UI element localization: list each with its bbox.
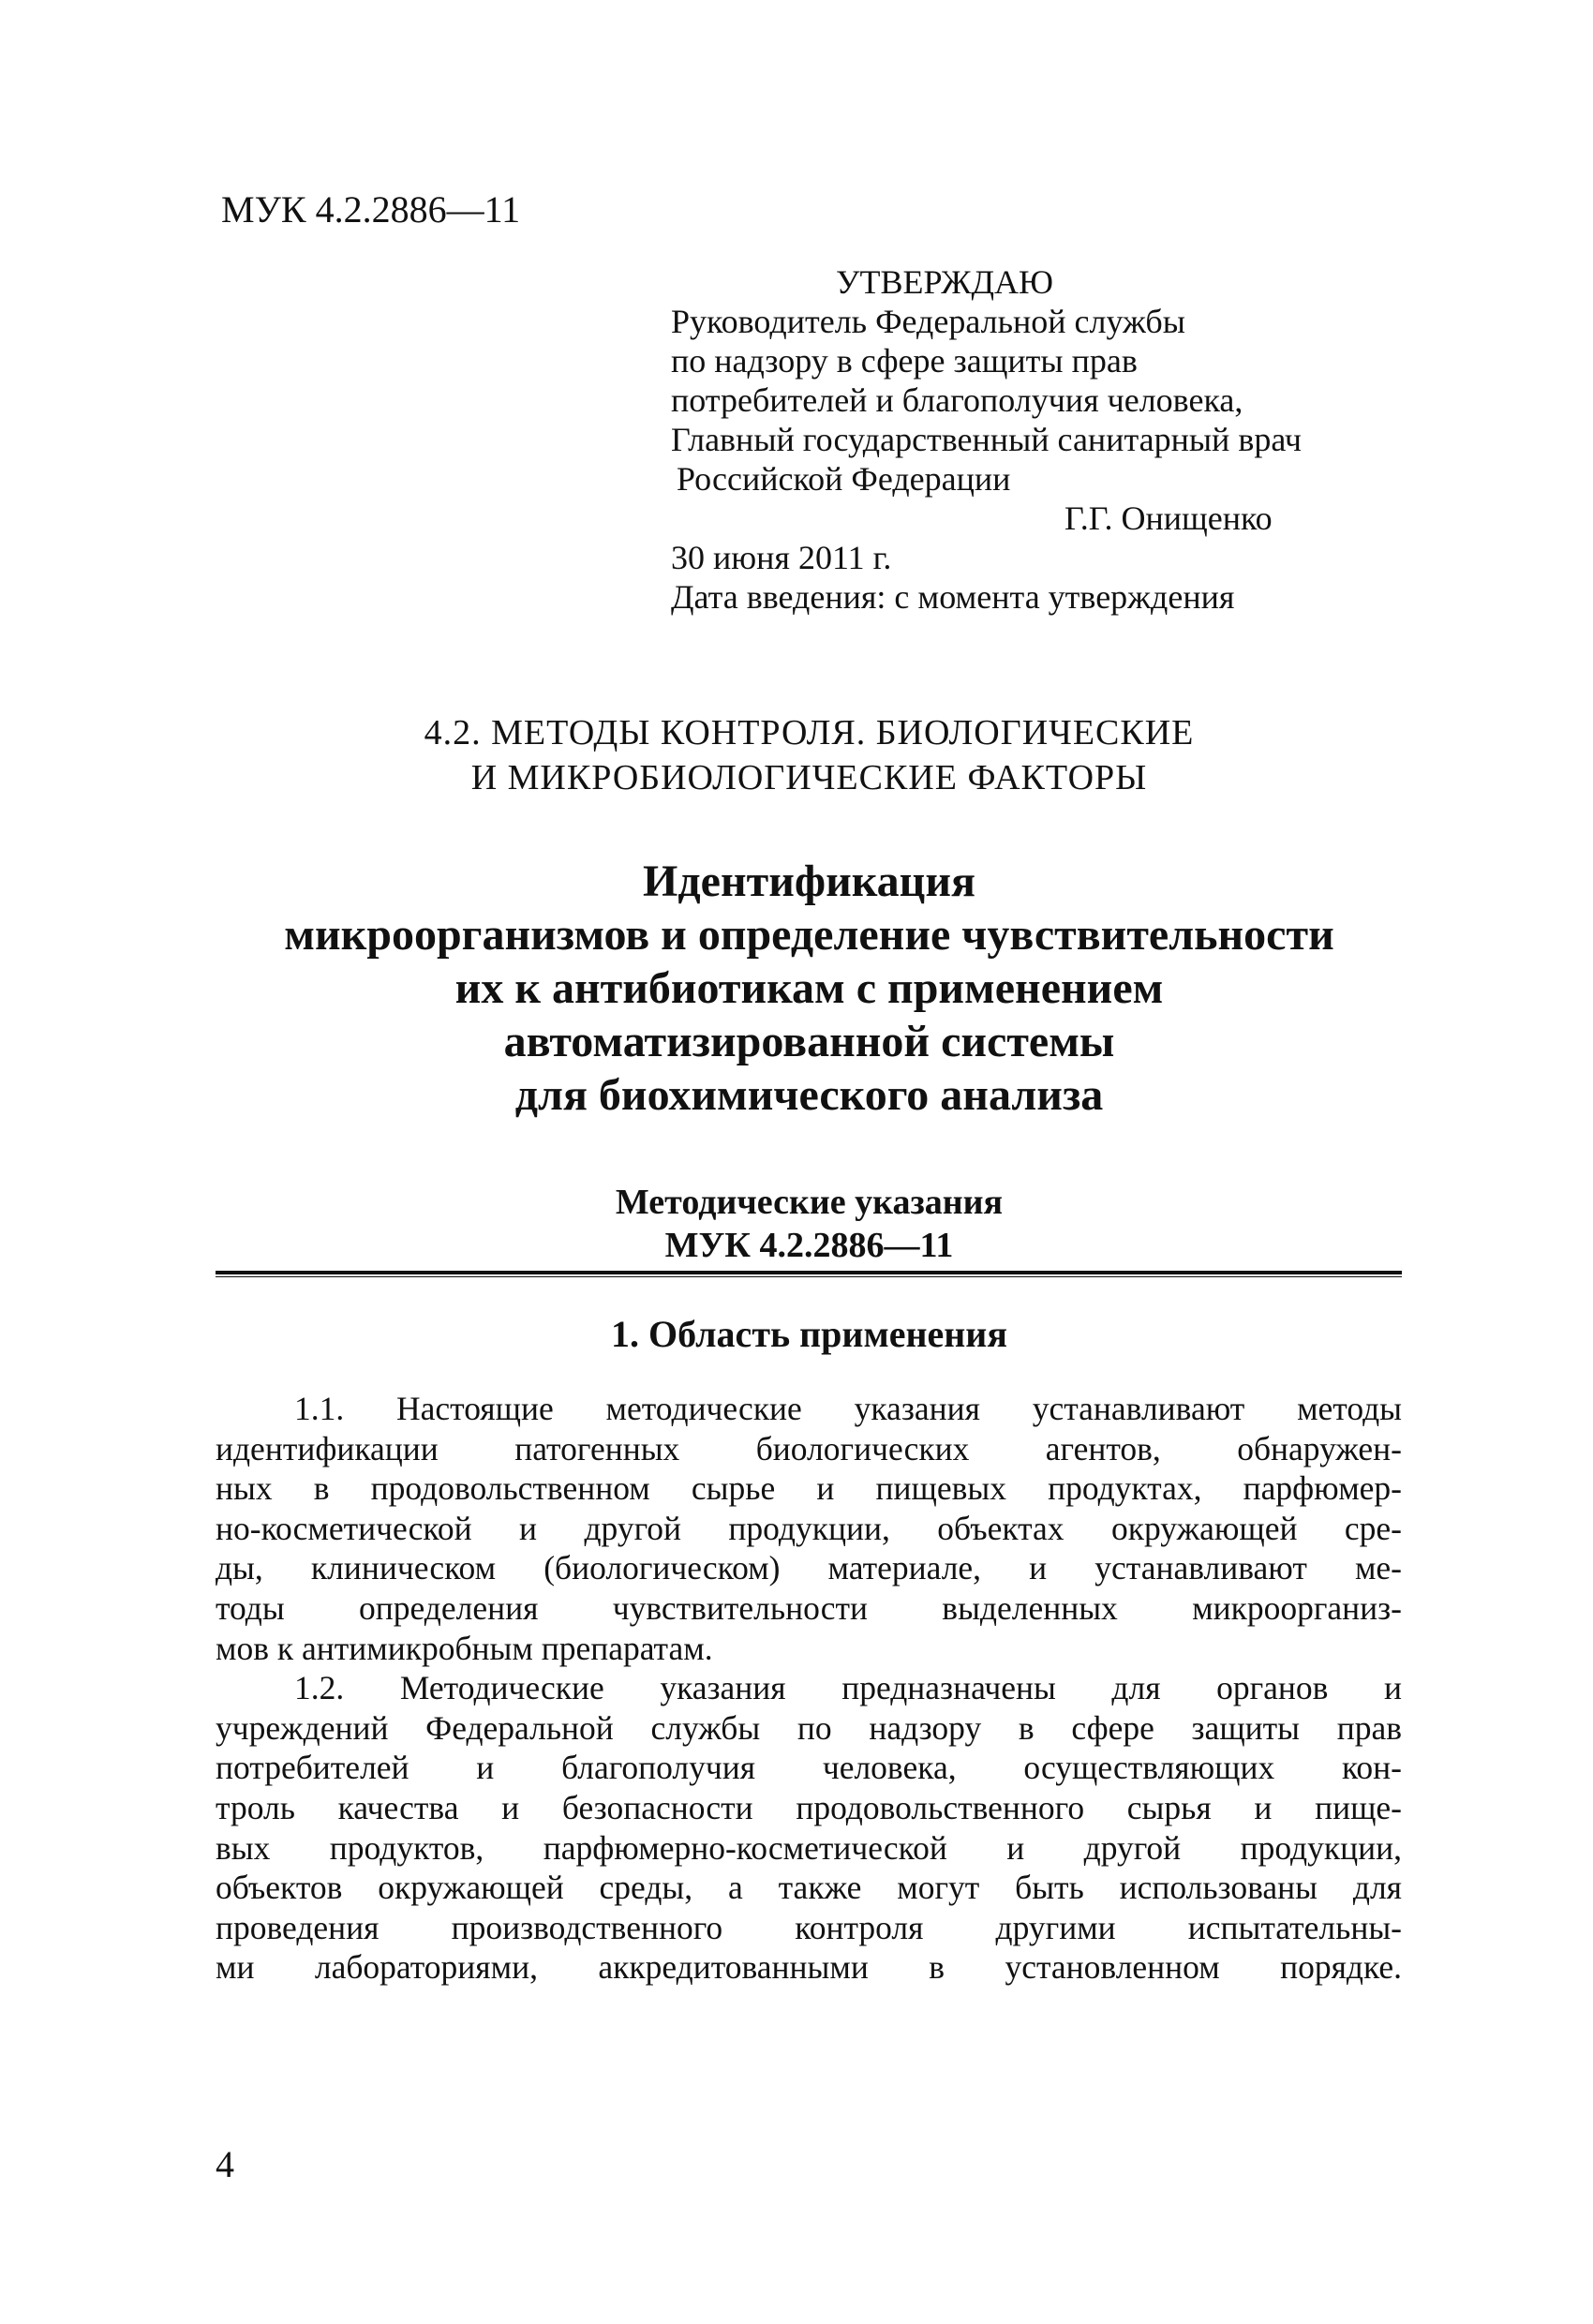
approval-line: потребителей и благополучия человека,	[671, 381, 1243, 419]
category-line: 4.2. МЕТОДЫ КОНТРОЛЯ. БИОЛОГИЧЕСКИЕ	[424, 713, 1195, 752]
guidelines-code: МУК 4.2.2886—11	[664, 1226, 954, 1265]
document-title	[221, 855, 1397, 1122]
approval-date: 30 июня 2011 г.	[671, 539, 892, 576]
page-number: 4	[216, 2143, 234, 2185]
paragraph-1-line: ных в продовольственном сырье и пищевых продуктах, парфюмер-	[216, 1469, 1402, 1508]
document-code: МУК 4.2.2886—11	[221, 188, 521, 231]
section-heading: 1. Область применения	[611, 1313, 1007, 1355]
guidelines-label: Методические указания	[615, 1183, 1004, 1222]
approval-line: по надзору в сфере защиты прав	[671, 342, 1138, 380]
category-heading	[221, 710, 1397, 800]
approval-line: Главный государственный санитарный врач	[671, 421, 1302, 458]
approval-block	[671, 262, 1327, 617]
title-line: автоматизированной системы	[503, 1017, 1115, 1066]
title-line: для биохимического анализа	[514, 1070, 1104, 1120]
title-line: их к антибиотикам с применением	[454, 963, 1164, 1013]
paragraph-2-line: троль качества и безопасности продовольственного сырья и пище-	[216, 1788, 1402, 1826]
divider-rule	[216, 1271, 1402, 1277]
title-line: Идентификация	[643, 857, 975, 906]
paragraph-2-line: учреждений Федеральной службы по надзору в сфере защиты прав	[216, 1708, 1402, 1747]
paragraph-1-line: 1.1. Настоящие методические указания устанавливают методы	[294, 1390, 1402, 1427]
approval-signer: Г.Г. Онищенко	[1064, 499, 1273, 537]
approval-title: УТВЕРЖДАЮ	[836, 263, 1054, 301]
paragraph-2-line: вых продуктов, парфюмерно-косметической и другой продукции,	[216, 1828, 1402, 1867]
paragraph-2-line: 1.2. Методические указания предназначены для органов и	[294, 1669, 1402, 1707]
title-line: микроорганизмов и определение чувствительности	[284, 910, 1334, 960]
approval-line: Российской Федерации	[677, 460, 1011, 498]
paragraph-2-line: ми лабораториями, аккредитованными в установленном порядке.	[216, 1948, 1402, 1987]
paragraph-2-line: проведения производственного контроля другими испытательны-	[216, 1908, 1402, 1946]
effective-date: Дата введения: с момента утверждения	[671, 578, 1235, 616]
paragraph-1-line: но-косметической и другой продукции, объектах окружающей сре-	[216, 1509, 1402, 1547]
paragraph-1-line: тоды определения чувствительности выделенных микроорганиз-	[216, 1588, 1402, 1627]
paragraph-2-line: объектов окружающей среды, а также могут быть использованы для	[216, 1869, 1402, 1907]
approval-line: Руководитель Федеральной службы	[671, 303, 1185, 340]
guidelines-block	[221, 1181, 1397, 1267]
section-body	[216, 1389, 1402, 1988]
paragraph-1-line: мов к антимикробным препаратам.	[216, 1629, 713, 1667]
category-line: И МИКРОБИОЛОГИЧЕСКИЕ ФАКТОРЫ	[470, 758, 1148, 797]
paragraph-1-line: ды, клиническом (биологическом) материале, и устанавливают ме-	[216, 1549, 1402, 1587]
paragraph-1-line: идентификации патогенных биологических агентов, обнаружен-	[216, 1429, 1402, 1467]
paragraph-2-line: потребителей и благополучия человека, осуществляющих кон-	[216, 1749, 1402, 1787]
